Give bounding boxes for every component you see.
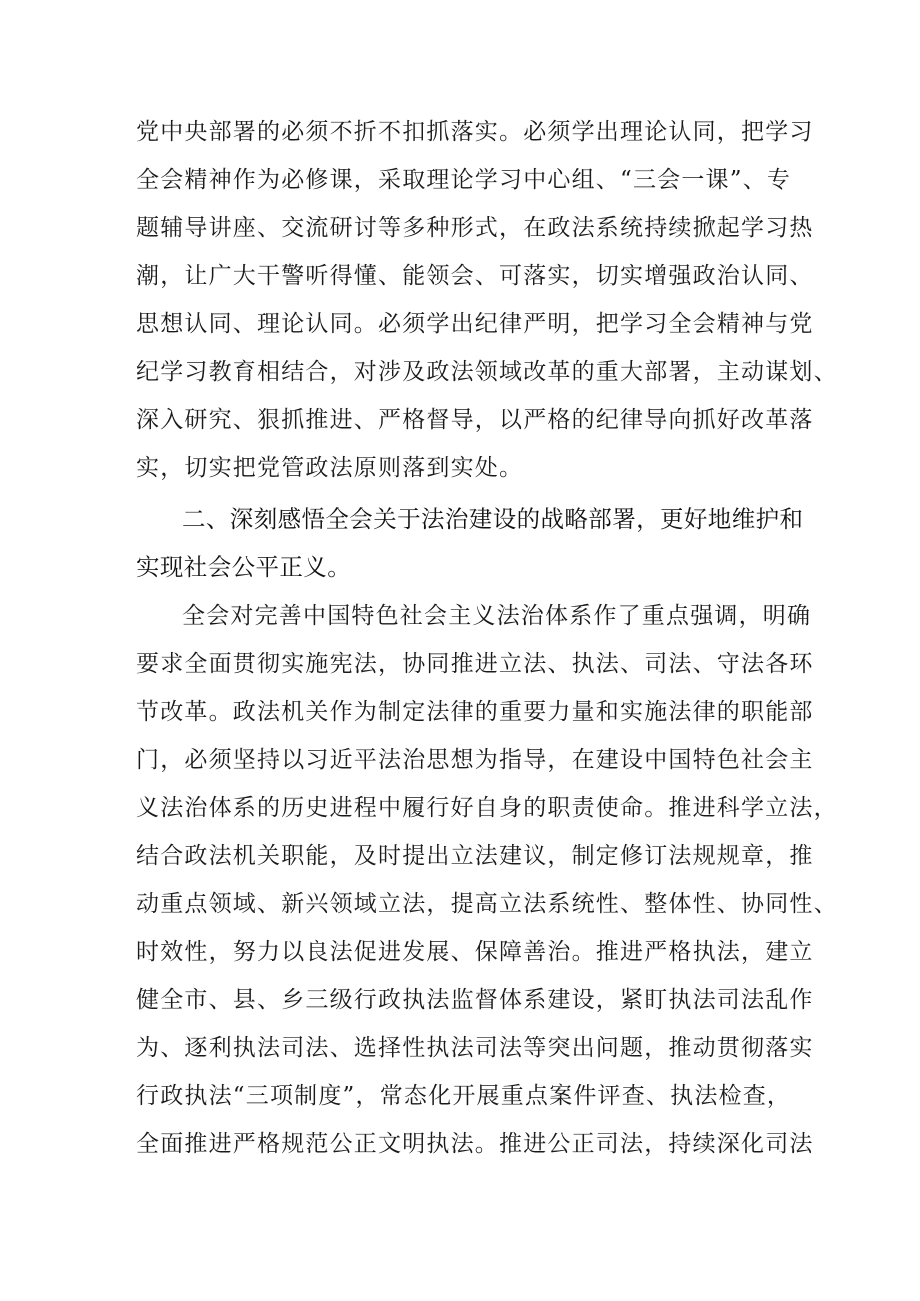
paragraph-line: 题辅导讲座、交流研讨等多种形式，在政法系统持续掀起学习热 xyxy=(136,215,814,241)
paragraph-line: 为、逐利执法司法、选择性执法司法等突出问题，推动贯彻落实 xyxy=(136,1035,814,1061)
paragraph-line: 时效性，努力以良法促进发展、保障善治。推进严格执法，建立 xyxy=(136,939,814,965)
paragraph-line: 全会精神作为必修课，采取理论学习中心组、“三会一课”、专 xyxy=(136,167,792,193)
paragraph-line: 实，切实把党管政法原则落到实处。 xyxy=(136,455,524,481)
paragraph-line: 行政执法“三项制度”，常态化开展重点案件评查、执法检查， xyxy=(136,1083,792,1109)
paragraph-line: 门，必须坚持以习近平法治思想为指导，在建设中国特色社会主 xyxy=(136,747,814,773)
paragraph-line: 节改革。政法机关作为制定法律的重要力量和实施法律的职能部 xyxy=(136,699,814,725)
paragraph-line: 全会对完善中国特色社会主义法治体系作了重点强调，明确 xyxy=(182,603,812,629)
paragraph-line: 动重点领域、新兴领域立法，提高立法系统性、整体性、协同性、 xyxy=(136,891,838,917)
paragraph-line: 健全市、县、乡三级行政执法监督体系建设，紧盯执法司法乱作 xyxy=(136,987,814,1013)
paragraph-line: 纪学习教育相结合，对涉及政法领域改革的重大部署，主动谋划、 xyxy=(136,359,838,385)
paragraph-line: 结合政法机关职能，及时提出立法建议，制定修订法规规章，推 xyxy=(136,843,814,869)
section-heading: 二、深刻感悟全会关于法治建设的战略部署，更好地维护和 xyxy=(182,505,804,533)
paragraph-line: 思想认同、理论认同。必须学出纪律严明，把学习全会精神与党 xyxy=(136,311,814,337)
paragraph-line: 全面推进严格规范公正文明执法。推进公正司法，持续深化司法 xyxy=(136,1131,814,1157)
paragraph-line: 深入研究、狠抓推进、严格督导，以严格的纪律导向抓好改革落 xyxy=(136,407,814,433)
paragraph-line: 党中央部署的必须不折不扣抓落实。必须学出理论认同，把学习 xyxy=(136,119,814,145)
paragraph-line: 潮，让广大干警听得懂、能领会、可落实，切实增强政治认同、 xyxy=(136,263,814,289)
paragraph-line: 义法治体系的历史进程中履行好自身的职责使命。推进科学立法， xyxy=(136,795,838,821)
paragraph-line: 要求全面贯彻实施宪法，协同推进立法、执法、司法、守法各环 xyxy=(136,651,814,677)
section-heading: 实现社会公平正义。 xyxy=(136,553,352,581)
